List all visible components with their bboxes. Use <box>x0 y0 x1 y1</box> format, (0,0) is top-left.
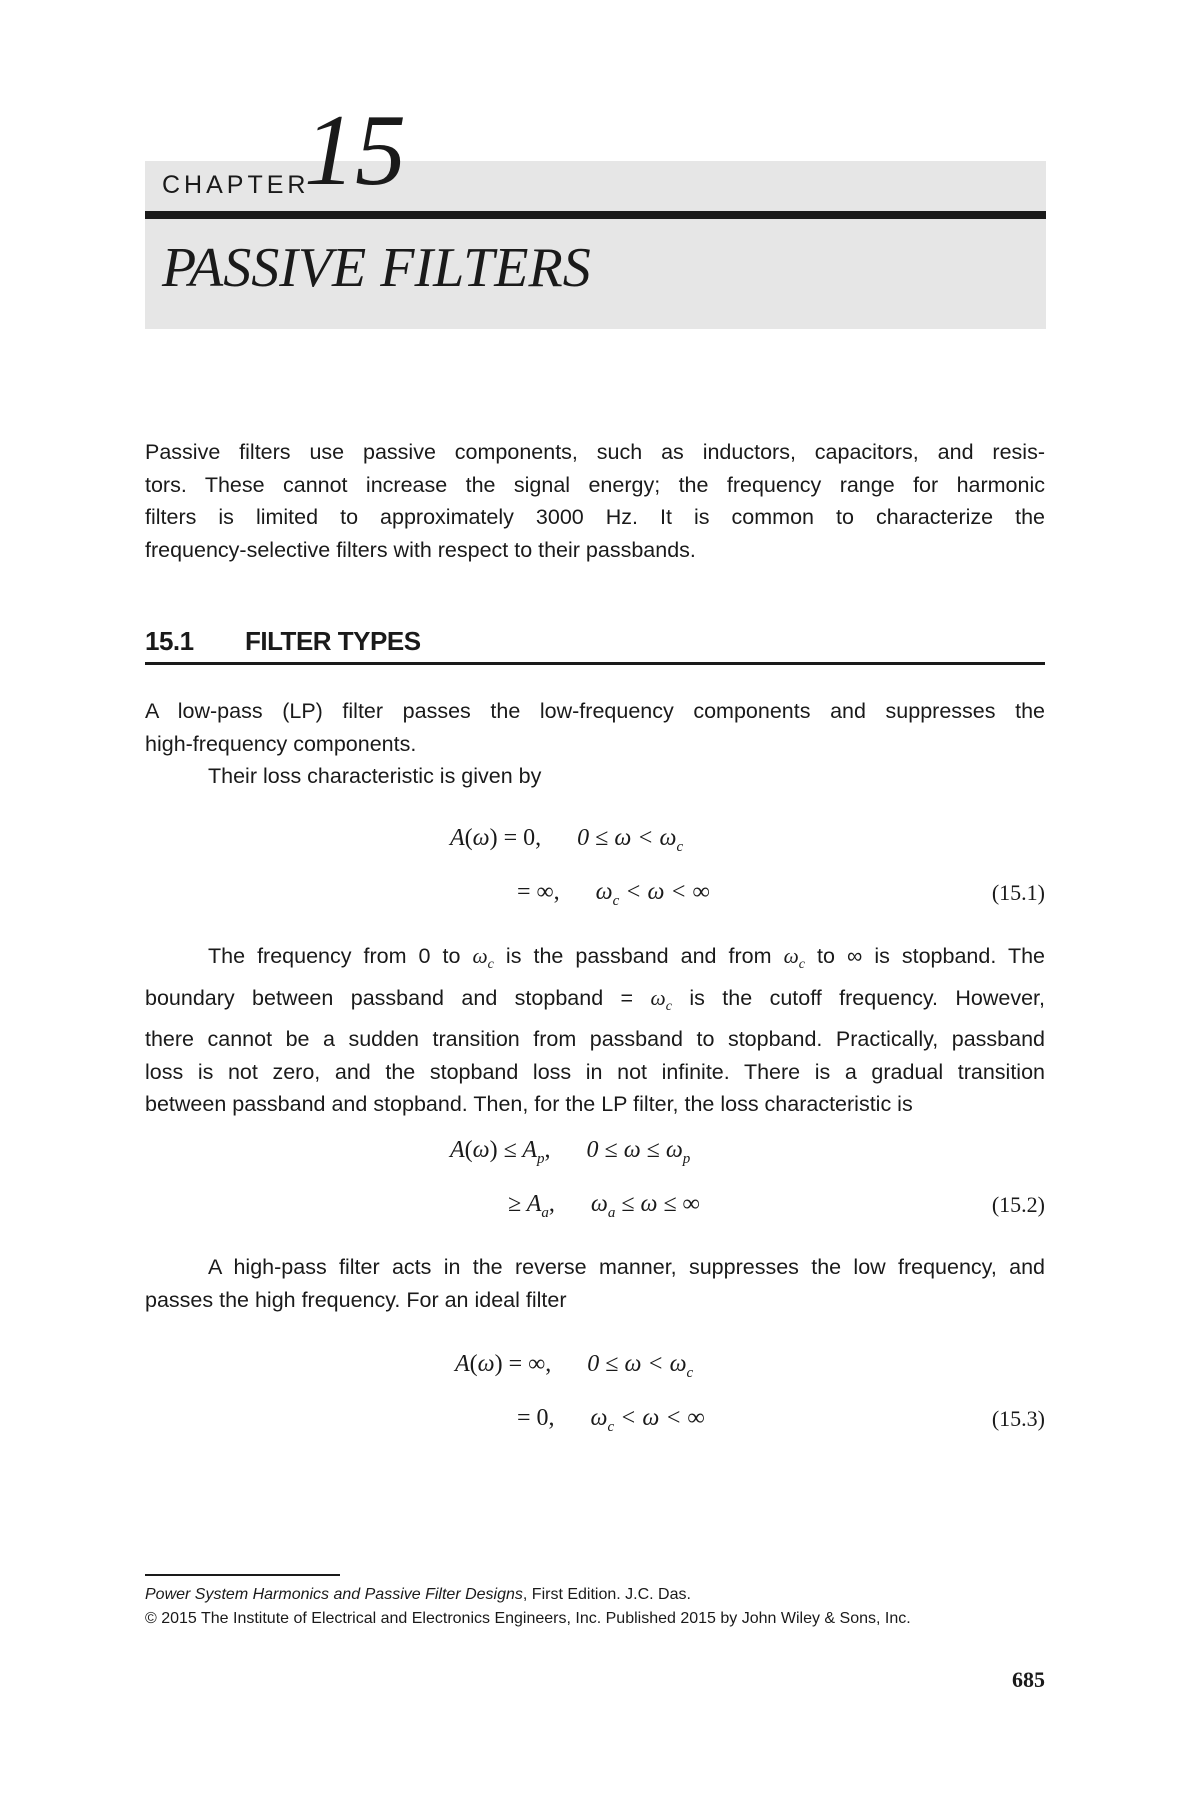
footnote-copyright: © 2015 The Institute of Electrical and Electronics Engineers, Inc. Published 2015 by John Wiley & Sons, Inc. <box>145 1610 911 1627</box>
section-title: FILTER TYPES <box>245 626 421 656</box>
paragraph-high-pass <box>145 1251 1045 1316</box>
equation-15-3-row-1: A(ω) = ∞, $0 \le \omega < \omega_c$ <box>455 1351 694 1381</box>
intro-line: filters is limited to approximately 3000 Hz. It is common to characterize the <box>145 505 1045 529</box>
page-number: 685 <box>1012 1667 1045 1692</box>
paragraph-line: there cannot be a sudden transition from passband to stopband. Practically, passband <box>145 1027 1045 1051</box>
equation-15-3-row-2: = 0, $\omega_c < \omega$ < ∞ <box>517 1405 705 1435</box>
equation-number: (15.1) <box>991 880 1045 905</box>
footnote-rule <box>145 1574 340 1576</box>
paragraph-line: boundary between passband and stopband = $\omega_c$ is the cutoff frequency. However, <box>145 985 1046 1014</box>
intro-line: frequency-selective filters with respect to their passbands. <box>145 537 696 562</box>
paragraph-line: A low-pass (LP) filter passes the low-frequency components and suppresses the <box>145 699 1045 723</box>
paragraph-line: A high-pass filter acts in the reverse manner, suppresses the low frequency, and <box>208 1255 1045 1279</box>
paragraph-line: loss is not zero, and the stopband loss in not infinite. There is a gradual transition <box>145 1059 1045 1084</box>
paragraph-loss-intro <box>145 760 1045 793</box>
paragraph-low-pass <box>145 695 1045 760</box>
equation-15-1-row-1: A(ω) = 0, $0 \le \omega < \omega_c$ <box>450 825 684 855</box>
intro-line: tors. These cannot increase the signal energy; the frequency range for harmonic <box>145 472 1045 497</box>
equation-number: (15.2) <box>991 1192 1045 1217</box>
paragraph-passband <box>145 940 1045 1121</box>
equation-15-1-row-2: = ∞, $\omega_c < \omega$ < ∞ <box>517 879 710 909</box>
chapter-rule <box>145 211 1046 219</box>
intro-paragraph <box>145 436 1045 566</box>
section-number: 15.1 <box>145 626 194 656</box>
footnote-citation: Power System Harmonics and Passive Filter Designs, First Edition. J.C. Das. <box>145 1586 691 1603</box>
paragraph-line: between passband and stopband. Then, for the LP filter, the loss characteristic is <box>145 1092 913 1116</box>
chapter-number: 15 <box>304 94 406 207</box>
equation-15-2-row-1: $A(\omega) \le A_p$, $0 \le \omega \le \omega_p$ <box>450 1137 691 1167</box>
intro-line: Passive filters use passive components, such as inductors, capacitors, and resis- <box>145 440 1045 464</box>
chapter-title: PASSIVE FILTERS <box>162 237 591 299</box>
chapter-label: CHAPTER <box>162 171 310 199</box>
section-rule <box>145 662 1045 665</box>
paragraph-line: Their loss characteristic is given by <box>208 764 542 788</box>
equation-15-2-row-2: ≥ $A_a$, $\omega_a \le \omega$ ≤ ∞ <box>508 1191 700 1221</box>
paragraph-line: high-frequency components. <box>145 731 417 756</box>
equation-number: (15.3) <box>991 1406 1045 1431</box>
paragraph-line: The frequency from 0 to $\omega_c$ is the passband and from $\omega_c$ to ∞ is stopband. The <box>208 944 1045 972</box>
paragraph-line: passes the high frequency. For an ideal filter <box>145 1287 567 1312</box>
section-heading <box>145 626 1045 657</box>
